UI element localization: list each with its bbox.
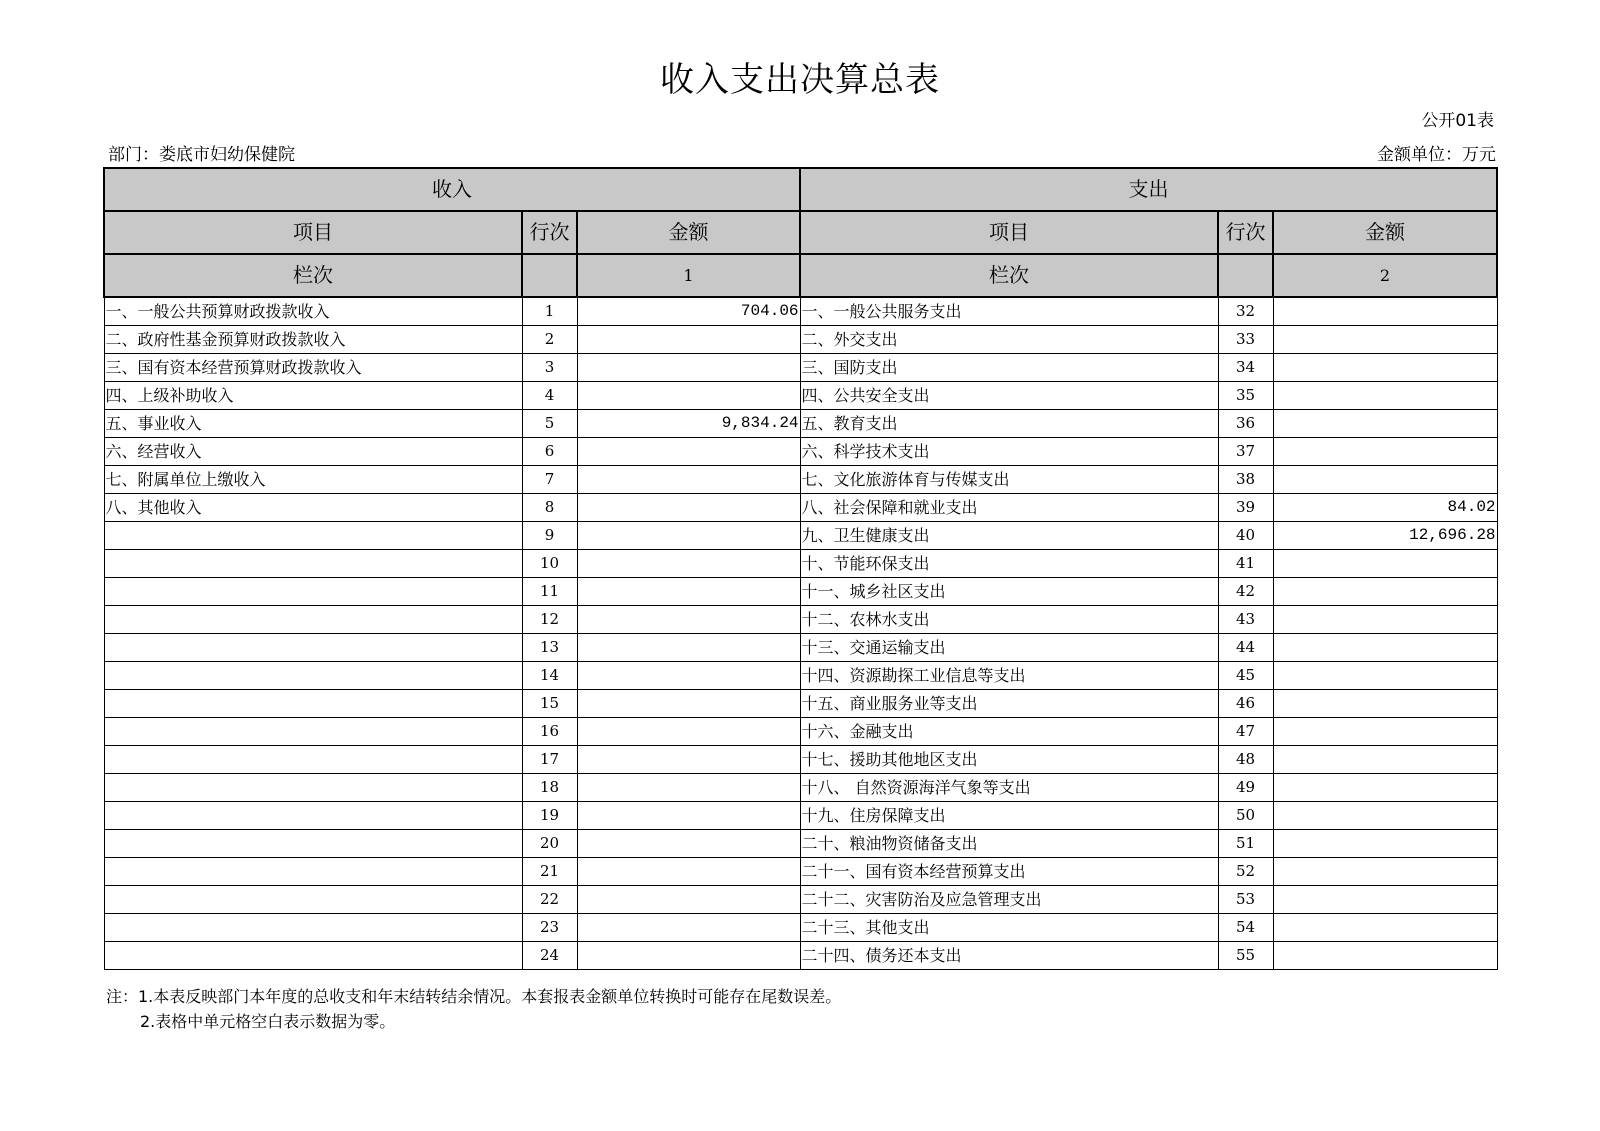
table-row bbox=[104, 662, 1497, 690]
income-amount-cell bbox=[577, 606, 800, 634]
expense-item-cell: 十八、 自然资源海洋气象等支出 bbox=[800, 774, 1218, 802]
table-row bbox=[104, 914, 1497, 942]
expense-item-cell: 十五、商业服务业等支出 bbox=[800, 690, 1218, 718]
income-item-cell bbox=[104, 774, 522, 802]
expense-item-cell: 一、一般公共服务支出 bbox=[800, 297, 1218, 326]
expense-amount-cell bbox=[1273, 354, 1497, 382]
income-item-cell bbox=[104, 690, 522, 718]
income-line-no-cell: 4 bbox=[522, 382, 577, 410]
income-amount-cell bbox=[577, 886, 800, 914]
income-amount-cell bbox=[577, 382, 800, 410]
income-line-no-header: 行次 bbox=[522, 211, 577, 254]
table-row bbox=[104, 774, 1497, 802]
income-amount-cell bbox=[577, 774, 800, 802]
expense-line-no-cell: 37 bbox=[1218, 438, 1273, 466]
expense-item-cell: 二十四、债务还本支出 bbox=[800, 942, 1218, 970]
expense-item-cell: 十二、农林水支出 bbox=[800, 606, 1218, 634]
table-row bbox=[104, 382, 1497, 410]
expense-line-no-cell: 42 bbox=[1218, 578, 1273, 606]
expense-item-cell: 三、国防支出 bbox=[800, 354, 1218, 382]
expense-section-header: 支出 bbox=[800, 168, 1497, 211]
income-expense-table bbox=[103, 167, 1498, 970]
section-header-row bbox=[104, 168, 1497, 211]
expense-line-no-cell: 46 bbox=[1218, 690, 1273, 718]
table-row bbox=[104, 550, 1497, 578]
table-row bbox=[104, 858, 1497, 886]
income-item-cell bbox=[104, 886, 522, 914]
income-line-no-cell: 20 bbox=[522, 830, 577, 858]
table-row bbox=[104, 634, 1497, 662]
income-line-no-cell: 13 bbox=[522, 634, 577, 662]
expense-item-cell: 二十、粮油物资储备支出 bbox=[800, 830, 1218, 858]
income-item-cell: 七、附属单位上缴收入 bbox=[104, 466, 522, 494]
expense-amount-cell bbox=[1273, 606, 1497, 634]
expense-amount-cell: 84.02 bbox=[1273, 494, 1497, 522]
income-amount-cell bbox=[577, 746, 800, 774]
income-amount-cell bbox=[577, 550, 800, 578]
expense-amount-cell bbox=[1273, 382, 1497, 410]
income-item-cell: 四、上级补助收入 bbox=[104, 382, 522, 410]
income-amount-cell bbox=[577, 522, 800, 550]
income-item-cell bbox=[104, 718, 522, 746]
expense-line-no-cell: 50 bbox=[1218, 802, 1273, 830]
income-item-cell bbox=[104, 522, 522, 550]
income-line-no-cell: 12 bbox=[522, 606, 577, 634]
footnote-1: 注：1.本表反映部门本年度的总收支和年末结转结余情况。本套报表金额单位转换时可能存在尾数误差。 bbox=[106, 987, 842, 1006]
expense-item-cell: 十四、资源勘探工业信息等支出 bbox=[800, 662, 1218, 690]
expense-amount-cell bbox=[1273, 550, 1497, 578]
expense-item-header: 项目 bbox=[800, 211, 1218, 254]
income-line-no-cell: 17 bbox=[522, 746, 577, 774]
income-amount-cell bbox=[577, 830, 800, 858]
table-row bbox=[104, 522, 1497, 550]
table-row bbox=[104, 438, 1497, 466]
income-column-label: 栏次 bbox=[104, 254, 522, 297]
income-line-no-cell: 16 bbox=[522, 718, 577, 746]
expense-line-no-cell: 45 bbox=[1218, 662, 1273, 690]
expense-amount-cell bbox=[1273, 326, 1497, 354]
table-row bbox=[104, 466, 1497, 494]
table-row bbox=[104, 494, 1497, 522]
income-item-cell bbox=[104, 802, 522, 830]
expense-item-cell: 十九、住房保障支出 bbox=[800, 802, 1218, 830]
expense-amount-cell bbox=[1273, 914, 1497, 942]
income-line-no-cell: 3 bbox=[522, 354, 577, 382]
expense-amount-cell bbox=[1273, 746, 1497, 774]
page-title: 收入支出决算总表 bbox=[660, 60, 940, 100]
footnotes bbox=[106, 984, 841, 1034]
expense-item-cell: 七、文化旅游体育与传媒支出 bbox=[800, 466, 1218, 494]
income-amount-cell: 704.06 bbox=[577, 297, 800, 326]
table-row bbox=[104, 297, 1497, 326]
expense-line-no-cell: 53 bbox=[1218, 886, 1273, 914]
expense-item-cell: 九、卫生健康支出 bbox=[800, 522, 1218, 550]
expense-item-cell: 十七、援助其他地区支出 bbox=[800, 746, 1218, 774]
expense-item-cell: 十、节能环保支出 bbox=[800, 550, 1218, 578]
form-number: 公开01表 bbox=[1421, 111, 1494, 131]
income-line-no-cell: 18 bbox=[522, 774, 577, 802]
department-label: 部门：娄底市妇幼保健院 bbox=[108, 145, 295, 165]
table-row bbox=[104, 326, 1497, 354]
income-item-cell bbox=[104, 662, 522, 690]
expense-line-no-cell: 52 bbox=[1218, 858, 1273, 886]
income-item-cell bbox=[104, 634, 522, 662]
expense-line-no-cell: 32 bbox=[1218, 297, 1273, 326]
income-item-cell: 六、经营收入 bbox=[104, 438, 522, 466]
income-amount-cell bbox=[577, 858, 800, 886]
income-item-cell bbox=[104, 606, 522, 634]
table-row bbox=[104, 354, 1497, 382]
income-line-no-cell: 6 bbox=[522, 438, 577, 466]
income-line-no-cell: 19 bbox=[522, 802, 577, 830]
expense-item-cell: 二十二、灾害防治及应急管理支出 bbox=[800, 886, 1218, 914]
expense-line-no-cell: 44 bbox=[1218, 634, 1273, 662]
income-line-no-cell: 21 bbox=[522, 858, 577, 886]
income-amount-cell bbox=[577, 326, 800, 354]
income-line-no-cell: 22 bbox=[522, 886, 577, 914]
income-line-no-cell: 2 bbox=[522, 326, 577, 354]
expense-amount-cell bbox=[1273, 942, 1497, 970]
expense-amount-cell bbox=[1273, 634, 1497, 662]
column-header-row bbox=[104, 211, 1497, 254]
table-row bbox=[104, 830, 1497, 858]
expense-column-label: 栏次 bbox=[800, 254, 1218, 297]
expense-amount-cell bbox=[1273, 774, 1497, 802]
expense-item-cell: 十三、交通运输支出 bbox=[800, 634, 1218, 662]
table-row bbox=[104, 718, 1497, 746]
income-amount-cell bbox=[577, 662, 800, 690]
income-item-cell: 八、其他收入 bbox=[104, 494, 522, 522]
income-amount-cell bbox=[577, 802, 800, 830]
expense-line-no-cell: 36 bbox=[1218, 410, 1273, 438]
income-line-no-cell: 9 bbox=[522, 522, 577, 550]
income-amount-cell bbox=[577, 914, 800, 942]
expense-item-cell: 二十三、其他支出 bbox=[800, 914, 1218, 942]
expense-amount-cell bbox=[1273, 802, 1497, 830]
income-amount-cell bbox=[577, 718, 800, 746]
income-amount-cell bbox=[577, 634, 800, 662]
table-row bbox=[104, 802, 1497, 830]
income-item-cell: 五、事业收入 bbox=[104, 410, 522, 438]
income-line-no-cell: 7 bbox=[522, 466, 577, 494]
income-item-cell bbox=[104, 942, 522, 970]
income-column-number: 1 bbox=[577, 254, 800, 297]
table-row bbox=[104, 746, 1497, 774]
income-line-no-cell: 5 bbox=[522, 410, 577, 438]
expense-amount-cell bbox=[1273, 858, 1497, 886]
column-number-row bbox=[104, 254, 1497, 297]
expense-line-no-cell: 39 bbox=[1218, 494, 1273, 522]
income-item-cell bbox=[104, 830, 522, 858]
income-line-no-cell: 1 bbox=[522, 297, 577, 326]
expense-line-no-cell: 41 bbox=[1218, 550, 1273, 578]
table-row bbox=[104, 578, 1497, 606]
income-item-header: 项目 bbox=[104, 211, 522, 254]
income-amount-cell bbox=[577, 942, 800, 970]
income-column-blank bbox=[522, 254, 577, 297]
table-row bbox=[104, 886, 1497, 914]
expense-amount-cell bbox=[1273, 718, 1497, 746]
income-amount-cell: 9,834.24 bbox=[577, 410, 800, 438]
expense-item-cell: 六、科学技术支出 bbox=[800, 438, 1218, 466]
expense-amount-cell bbox=[1273, 438, 1497, 466]
income-line-no-cell: 11 bbox=[522, 578, 577, 606]
expense-amount-cell bbox=[1273, 297, 1497, 326]
expense-item-cell: 十一、城乡社区支出 bbox=[800, 578, 1218, 606]
income-item-cell bbox=[104, 914, 522, 942]
income-amount-cell bbox=[577, 354, 800, 382]
income-line-no-cell: 14 bbox=[522, 662, 577, 690]
income-line-no-cell: 8 bbox=[522, 494, 577, 522]
expense-line-no-cell: 54 bbox=[1218, 914, 1273, 942]
income-amount-cell bbox=[577, 466, 800, 494]
income-amount-cell bbox=[577, 438, 800, 466]
expense-column-blank bbox=[1218, 254, 1273, 297]
expense-amount-cell bbox=[1273, 410, 1497, 438]
footnote-2: 2.表格中单元格空白表示数据为零。 bbox=[140, 1012, 396, 1031]
income-amount-cell bbox=[577, 578, 800, 606]
income-item-cell: 一、一般公共预算财政拨款收入 bbox=[104, 297, 522, 326]
expense-line-no-cell: 43 bbox=[1218, 606, 1273, 634]
expense-line-no-cell: 40 bbox=[1218, 522, 1273, 550]
income-item-cell bbox=[104, 858, 522, 886]
income-amount-header: 金额 bbox=[577, 211, 800, 254]
expense-amount-cell bbox=[1273, 662, 1497, 690]
table-row bbox=[104, 690, 1497, 718]
expense-item-cell: 二、外交支出 bbox=[800, 326, 1218, 354]
expense-item-cell: 四、公共安全支出 bbox=[800, 382, 1218, 410]
income-line-no-cell: 15 bbox=[522, 690, 577, 718]
income-item-cell bbox=[104, 550, 522, 578]
expense-amount-cell bbox=[1273, 578, 1497, 606]
table-row bbox=[104, 410, 1497, 438]
expense-amount-cell bbox=[1273, 886, 1497, 914]
expense-column-number: 2 bbox=[1273, 254, 1497, 297]
expense-item-cell: 五、教育支出 bbox=[800, 410, 1218, 438]
income-item-cell: 三、国有资本经营预算财政拨款收入 bbox=[104, 354, 522, 382]
expense-line-no-cell: 49 bbox=[1218, 774, 1273, 802]
income-item-cell: 二、政府性基金预算财政拨款收入 bbox=[104, 326, 522, 354]
income-line-no-cell: 10 bbox=[522, 550, 577, 578]
expense-item-cell: 八、社会保障和就业支出 bbox=[800, 494, 1218, 522]
expense-item-cell: 二十一、国有资本经营预算支出 bbox=[800, 858, 1218, 886]
expense-line-no-cell: 51 bbox=[1218, 830, 1273, 858]
expense-line-no-cell: 48 bbox=[1218, 746, 1273, 774]
income-line-no-cell: 24 bbox=[522, 942, 577, 970]
expense-amount-cell: 12,696.28 bbox=[1273, 522, 1497, 550]
expense-line-no-cell: 47 bbox=[1218, 718, 1273, 746]
income-item-cell bbox=[104, 578, 522, 606]
table-row bbox=[104, 606, 1497, 634]
expense-amount-header: 金额 bbox=[1273, 211, 1497, 254]
expense-line-no-cell: 35 bbox=[1218, 382, 1273, 410]
expense-line-no-header: 行次 bbox=[1218, 211, 1273, 254]
income-amount-cell bbox=[577, 690, 800, 718]
expense-amount-cell bbox=[1273, 690, 1497, 718]
table-row bbox=[104, 942, 1497, 970]
expense-line-no-cell: 33 bbox=[1218, 326, 1273, 354]
expense-line-no-cell: 55 bbox=[1218, 942, 1273, 970]
expense-line-no-cell: 34 bbox=[1218, 354, 1273, 382]
income-line-no-cell: 23 bbox=[522, 914, 577, 942]
expense-amount-cell bbox=[1273, 830, 1497, 858]
income-section-header: 收入 bbox=[104, 168, 800, 211]
income-amount-cell bbox=[577, 494, 800, 522]
amount-unit-label: 金额单位：万元 bbox=[1377, 145, 1496, 165]
expense-line-no-cell: 38 bbox=[1218, 466, 1273, 494]
expense-item-cell: 十六、金融支出 bbox=[800, 718, 1218, 746]
income-item-cell bbox=[104, 746, 522, 774]
expense-amount-cell bbox=[1273, 466, 1497, 494]
